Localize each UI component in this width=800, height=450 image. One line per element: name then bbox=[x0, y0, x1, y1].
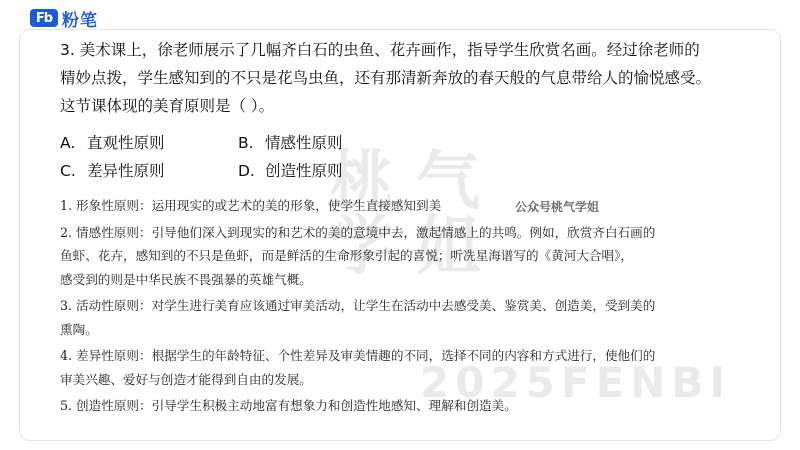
fenbi-logo-text: 粉笔 bbox=[62, 10, 98, 31]
top-bar bbox=[0, 0, 800, 30]
explanation-line: 4. 差异性原则：根据学生的年龄特征、个性差异及审美情趣的不同，选择不同的内容和方式进行，使他们的 bbox=[60, 348, 656, 363]
fenbi-logo-icon: Fb bbox=[30, 9, 58, 27]
question-line: 精妙点拨，学生感知到的不只是花鸟虫鱼，还有那清新奔放的春天般的气息带给人的愉悦感受。 bbox=[60, 69, 712, 87]
fenbi-logo bbox=[30, 7, 98, 29]
watermark-account-label: 公众号桃气学姐 bbox=[515, 200, 600, 214]
option-a[interactable]: A. 直观性原则 bbox=[60, 134, 165, 152]
explanation-line: 2. 情感性原则：引导他们深入到现实的和艺术的美的意境中去，激起情感上的共鸣。例如，欣赏齐白石画的 bbox=[60, 224, 656, 240]
option-d[interactable]: D. 创造性原则 bbox=[238, 162, 343, 180]
watermark-year: 2025FENBI bbox=[420, 358, 732, 407]
watermark-large-1: 桃 气 bbox=[330, 145, 481, 219]
explanation-line: 审美兴趣、爱好与创造才能得到自由的发展。 bbox=[60, 371, 312, 387]
explanation-line: 熏陶。 bbox=[60, 321, 98, 337]
explanation-block bbox=[60, 194, 772, 418]
question-line: 这节课体现的美育原则是（ ）。 bbox=[60, 97, 275, 115]
option-b[interactable]: B. 情感性原则 bbox=[238, 134, 343, 152]
explanation-line: 5. 创造性原则：引导学生积极主动地富有想象力和创造性地感知、理解和创造美。 bbox=[60, 398, 517, 413]
question-stem bbox=[60, 36, 770, 120]
option-c[interactable]: C. 差异性原则 bbox=[60, 162, 165, 180]
explanation-line: 感受到的则是中华民族不畏强暴的英雄气概。 bbox=[60, 271, 312, 287]
explanation-line: 鱼虾、花卉，感知到的不只是鱼虾，而是鲜活的生命形象引起的喜悦；听冼星海谱写的《黄河大合唱》， bbox=[60, 248, 634, 263]
answer-options bbox=[60, 129, 416, 185]
question-line: 3. 美术课上，徐老师展示了几幅齐白石的虫鱼、花卉画作，指导学生欣赏名画。经过徐老师的 bbox=[60, 41, 700, 59]
explanation-line: 1. 形象性原则：运用现实的或艺术的美的形象，使学生直接感知到美 bbox=[60, 198, 442, 213]
explanation-line: 3. 活动性原则：对学生进行美育应该通过审美活动，让学生在活动中去感受美、鉴赏美、创造美，受到美的 bbox=[60, 298, 656, 313]
watermark-large-2: 学 姐 bbox=[330, 210, 481, 284]
